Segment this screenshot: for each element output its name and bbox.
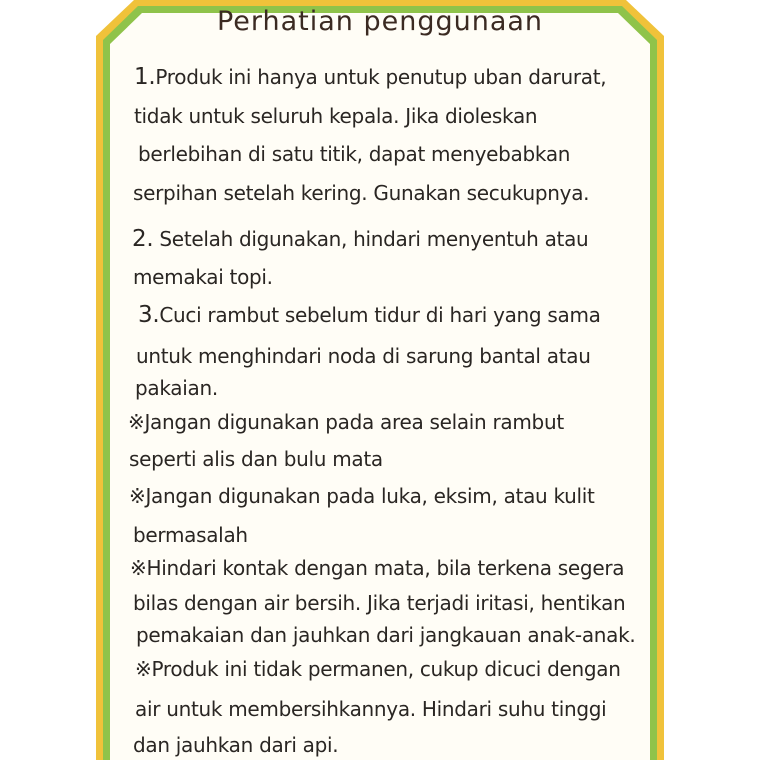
item-2-number: 2.: [132, 226, 154, 252]
item-3-line-3: pakaian.: [135, 376, 218, 400]
note-4-line-3: dan jauhkan dari api.: [133, 733, 339, 757]
note-1-line-1: ※Jangan digunakan pada area selain rambut: [128, 410, 564, 434]
item-1-line-3: berlebihan di satu titik, dapat menyebabkan: [138, 142, 571, 166]
note-2-line-2: bermasalah: [133, 523, 248, 547]
note-2-line-1: ※Jangan digunakan pada luka, eksim, atau kulit: [129, 484, 595, 508]
item-3-line-2: untuk menghindari noda di sarung bantal atau: [136, 344, 591, 368]
item-2-line-1: [132, 226, 588, 252]
item-2-line-2: memakai topi.: [133, 265, 273, 289]
item-3-text: Cuci rambut sebelum tidur di hari yang sama: [159, 303, 601, 327]
item-1-line-4: serpihan setelah kering. Gunakan secukupnya.: [133, 181, 590, 205]
note-3-line-1: ※Hindari kontak dengan mata, bila terkena segera: [130, 556, 625, 580]
item-1-number: 1.: [134, 64, 156, 90]
item-1-line-2: tidak untuk seluruh kepala. Jika dioleskan: [134, 104, 538, 128]
note-4-line-1: ※Produk ini tidak permanen, cukup dicuci dengan: [135, 657, 621, 681]
item-2-text: Setelah digunakan, hindari menyentuh atau: [153, 227, 589, 251]
page-title: Perhatian penggunaan: [216, 6, 544, 37]
note-4-line-2: air untuk membersihkannya. Hindari suhu tinggi: [135, 697, 607, 721]
note-1-line-2: seperti alis dan bulu mata: [129, 447, 383, 471]
item-3-number: 3.: [138, 302, 160, 328]
item-3-line-1: [138, 302, 601, 328]
note-3-line-2: bilas dengan air bersih. Jika terjadi iritasi, hentikan: [133, 591, 626, 615]
item-1-line-1: [134, 64, 606, 90]
note-3-line-3: pemakaian dan jauhkan dari jangkauan anak-anak.: [136, 623, 636, 647]
item-1-text: Produk ini hanya untuk penutup uban darurat,: [155, 65, 607, 89]
